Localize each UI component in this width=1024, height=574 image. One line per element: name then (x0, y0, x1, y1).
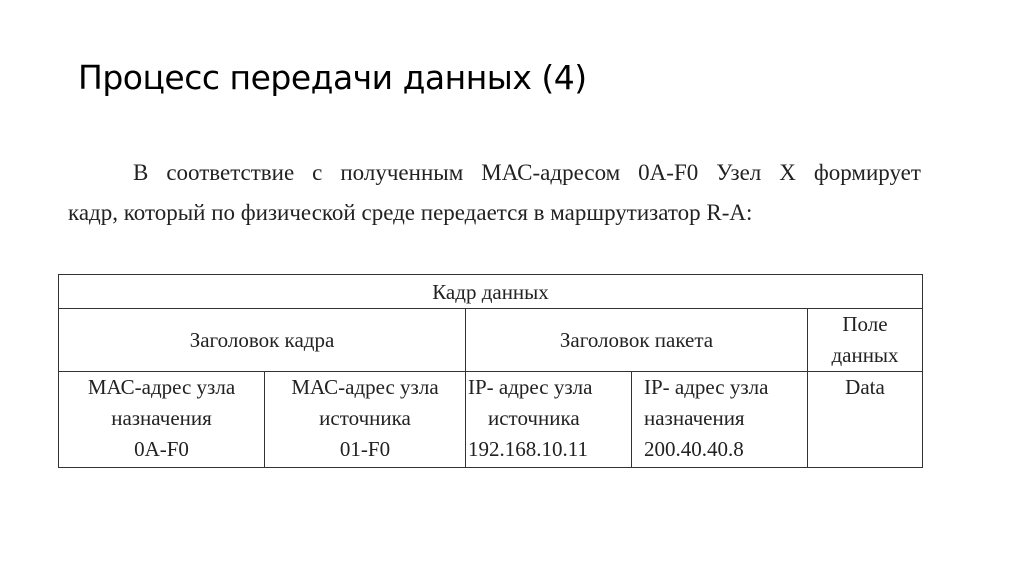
slide-title: Процесс передачи данных (4) (78, 58, 587, 97)
src-ip-cell (466, 372, 632, 468)
cell-line: назначения (111, 406, 212, 430)
src-mac-cell (265, 372, 466, 468)
dest-mac-cell (59, 372, 265, 468)
dest-ip-cell (632, 372, 808, 468)
cell-line: источника (319, 406, 411, 430)
cell-line: IP- адрес узла (644, 375, 769, 399)
paragraph-word: 0А-F0 (638, 160, 699, 185)
cell-line: Data (845, 375, 885, 399)
paragraph-word: с (312, 160, 323, 185)
paragraph-word: Х (779, 160, 796, 185)
paragraph-line-2: кадр, который по физической среде передается в маршрутизатор R-А: (68, 200, 753, 225)
paragraph-word: МАС-адресом (481, 160, 621, 185)
frame-header-section-cell: Заголовок кадра (59, 309, 466, 372)
data-frame-table (58, 274, 923, 468)
cell-line: источника (488, 406, 580, 430)
cell-line: МАС-адрес узла (291, 375, 439, 399)
paragraph-word: Узел (716, 160, 762, 185)
table-row (59, 372, 923, 468)
paragraph-word: соответствие (166, 160, 295, 185)
packet-header-section-cell: Заголовок пакета (466, 309, 808, 372)
cell-line: МАС-адрес узла (87, 375, 236, 399)
paragraph-line-1 (133, 153, 921, 193)
paragraph-word: полученным (340, 160, 464, 185)
cell-line: 01-F0 (339, 437, 391, 461)
table-row (59, 275, 923, 309)
cell-line: IP- адрес узла (468, 375, 593, 399)
data-field-section-cell (808, 309, 923, 372)
data-field-line: Поле (842, 312, 888, 336)
cell-line: 0А-F0 (134, 437, 189, 461)
cell-line: 200.40.40.8 (644, 437, 744, 461)
data-cell (808, 372, 923, 468)
cell-line: назначения (644, 406, 745, 430)
table-row (59, 309, 923, 372)
frame-header-cell: Кадр данных (59, 275, 923, 309)
data-field-line: данных (831, 343, 899, 367)
cell-line: 192.168.10.11 (468, 437, 588, 461)
paragraph-word: формирует (813, 160, 921, 185)
paragraph-word: В (133, 160, 149, 185)
